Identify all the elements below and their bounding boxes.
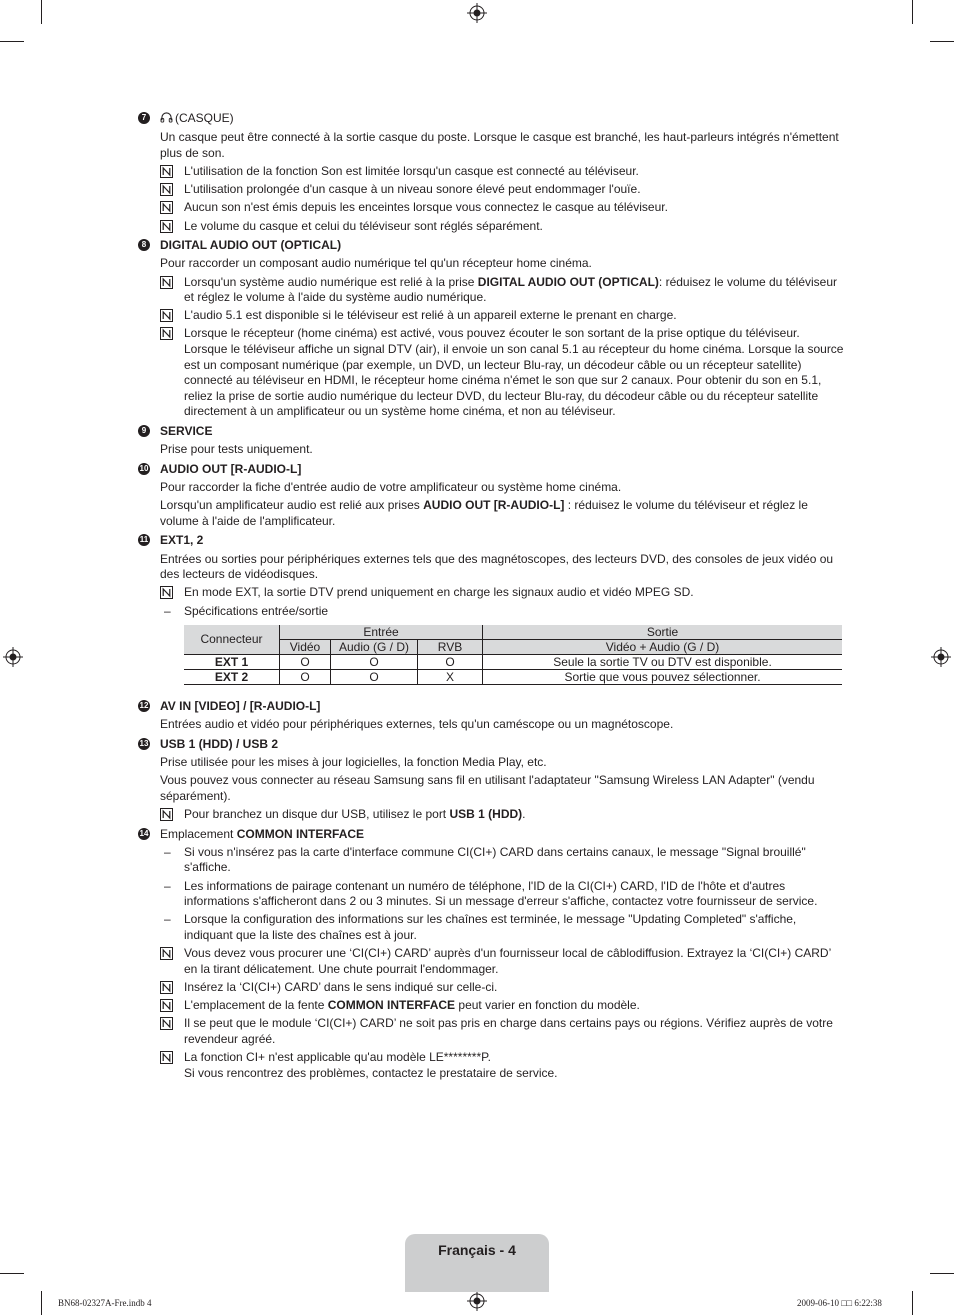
- dash-item: [160, 879, 844, 910]
- table-subheader-cell: Vidéo: [280, 640, 331, 655]
- paragraph: Pour raccorder la fiche d'entrée audio de votre amplificateur ou système home cinéma.: [160, 480, 622, 494]
- crop-mark: [912, 0, 913, 24]
- section-title-line: [160, 424, 844, 440]
- dash-item: [160, 604, 844, 620]
- table-row: [184, 670, 842, 685]
- section-number: 13: [139, 738, 149, 748]
- note-item: [160, 326, 844, 420]
- note-item: [160, 219, 844, 235]
- note-icon: [160, 1051, 173, 1064]
- section-number: 9: [138, 425, 150, 437]
- section-14: [138, 827, 844, 1082]
- table-subheader-cell: Audio (G / D): [331, 640, 418, 655]
- note-text: Aucun son n'est émis depuis les enceintes lorsque vous connectez le casque au téléviseur.: [184, 200, 668, 215]
- note-item: [160, 275, 844, 306]
- note-text: Lorsque le récepteur (home cinéma) est activé, vous pouvez écouter le son sortant de la prise optique du téléviseur. Lorsque le téléviseur affiche un signal DTV (air), il envoie un son canal 5.1 au récepteur du home cinéma. Lorsque la source est un composant numérique (par exemple, un DVD, un lecteur Blu-ray, un décodeur câble ou un récepteur satellite) connecté au téléviseur en HDMI, le récepteur home cinéma n'émet le son que sur 2 canaux. Pour obtenir du son en 5.1, reliez la prise de sortie audio numérique du lecteur DVD, du lecteur Blu-ray, du décodeur câble ou du récepteur satellite directement à un amplificateur ou un système home cinéma, et non au téléviseur.: [184, 326, 844, 419]
- document-body: [138, 111, 844, 1085]
- note-text: En mode EXT, la sortie DTV prend uniquement en charge les signaux audio et vidéo MPEG SD.: [184, 585, 694, 600]
- dash-mark: –: [164, 603, 171, 618]
- note-text: L'utilisation de la fonction Son est limitée lorsqu'un casque est connecté au téléviseur.: [184, 163, 639, 178]
- note-icon: [160, 1017, 173, 1030]
- note-item: [160, 200, 844, 216]
- section-10: [138, 462, 844, 530]
- dash-item: [160, 912, 844, 943]
- note-text: La fonction CI+ n'est applicable qu'au modèle LE********P.: [184, 1050, 491, 1065]
- note-icon: [160, 183, 173, 196]
- section-title: SERVICE: [160, 424, 213, 439]
- table-row: [184, 655, 842, 670]
- section-number: 12: [139, 701, 149, 711]
- page-number-tab: [405, 1234, 549, 1292]
- note-text: peut varier en fonction du modèle.: [455, 998, 640, 1013]
- paragraph: Prise pour tests uniquement.: [160, 442, 313, 457]
- note-item: [160, 182, 844, 198]
- note-icon: [160, 201, 173, 214]
- note-text-bold: COMMON INTERFACE: [327, 998, 456, 1013]
- note-item: [160, 1050, 844, 1081]
- section-7: [138, 111, 844, 234]
- dash-text: Lorsque la configuration des informations sur les chaînes est terminée, le message "Updating Completed" s'affiche, indiquant que la liste des chaînes est à jour.: [184, 912, 797, 942]
- note-item: [160, 998, 844, 1014]
- section-title-line: [160, 462, 844, 478]
- table-cell: O: [280, 655, 331, 670]
- table-header-entree: Entrée: [280, 625, 483, 640]
- section-title: USB 1 (HDD) / USB 2: [160, 736, 279, 751]
- paragraph: Entrées audio et vidéo pour périphériques externes, tels qu'un caméscope ou un magnétoscope.: [160, 717, 674, 732]
- table-header-row: [184, 625, 842, 640]
- section-title-line: [160, 737, 844, 753]
- page-number: Français - 4: [438, 1242, 516, 1258]
- dash-text: Si vous n'insérez pas la carte d'interface commune CI(CI+) CARD dans certains canaux, le message "Signal brouillé" s'affiche.: [184, 844, 806, 875]
- table-cell: X: [418, 670, 483, 685]
- section-title: EXT1, 2: [160, 533, 204, 548]
- dash-item: [160, 845, 844, 876]
- section-title: AV IN [VIDEO] / [R-AUDIO-L]: [160, 699, 321, 714]
- note-text: Lorsqu'un amplificateur audio est relié aux prises: [160, 498, 424, 513]
- note-icon: [160, 309, 173, 322]
- note-text: Pour branchez un disque dur USB, utilisez le port: [184, 807, 450, 822]
- crop-mark: [930, 1273, 954, 1274]
- note-item: [160, 308, 844, 324]
- dash-text: Spécifications entrée/sortie: [184, 603, 329, 618]
- note-icon: [160, 999, 173, 1012]
- section-title-line: [160, 699, 844, 715]
- table-cell: EXT 1: [184, 655, 280, 670]
- dash-mark: –: [164, 912, 171, 927]
- section-number: 10: [139, 463, 149, 473]
- paragraph: Vous pouvez vous connecter au réseau Samsung sans fil en utilisant l'adaptateur "Samsung Wireless LAN Adapter" (vendu séparément).: [160, 773, 815, 803]
- note-text: L'utilisation prolongée d'un casque à un niveau sonore élevé peut endommager l'ouïe.: [184, 182, 641, 197]
- section-8: [138, 238, 844, 420]
- note-icon: [160, 220, 173, 233]
- crop-mark: [930, 41, 954, 42]
- note-icon: [160, 165, 173, 178]
- note-text: Il se peut que le module ‘CI(CI+) CARD’ ne soit pas pris en charge dans certains pays ou régions. Vérifiez auprès de votre revendeur agréé.: [184, 1016, 833, 1046]
- note-text-bold: AUDIO OUT [R-AUDIO-L]: [423, 498, 565, 513]
- dash-text: Les informations de pairage contenant un numéro de téléphone, l'ID de la CI(CI+) CARD, l'ID de l'hôte et d'autres informations s'afficheront dans 2 ou 3 minutes. Si un message d'erreur s'affiche, contactez votre fournisseur de service.: [184, 878, 818, 909]
- section-title-line: [160, 238, 844, 254]
- section-title: AUDIO OUT [R-AUDIO-L]: [160, 461, 302, 476]
- table-cell: O: [331, 670, 418, 685]
- crop-mark: [912, 1291, 913, 1315]
- note-icon: [160, 808, 173, 821]
- note-icon: [160, 327, 173, 340]
- note-item: [160, 164, 844, 180]
- crop-mark: [41, 1291, 42, 1315]
- table-cell: O: [418, 655, 483, 670]
- note-text: .: [522, 807, 526, 822]
- section-11: [138, 533, 844, 685]
- print-timestamp: 2009-06-10 □□ 6:22:38: [797, 1298, 882, 1308]
- note-text: L'emplacement de la fente: [184, 998, 328, 1013]
- table-header-sortie: Sortie: [483, 625, 843, 640]
- section-13: [138, 737, 844, 823]
- note-text: Vous devez vous procurer une ‘CI(CI+) CARD’ auprès d'un fournisseur local de câblodiffusion. Extrayez la ‘CI(CI+) CARD’ en la tirant délicatement. Une chute pourrait l'endommager.: [184, 946, 831, 976]
- table-header-connecteur: Connecteur: [184, 625, 280, 655]
- note-text: Insérez la ‘CI(CI+) CARD’ dans le sens indiqué sur celle-ci.: [184, 979, 498, 994]
- paragraph: Entrées ou sorties pour périphériques externes tels que des magnétoscopes, des lecteurs DVD, des consoles de jeux vidéo ou des lecteurs de vidéodisques.: [160, 551, 834, 582]
- note-text: Si vous rencontrez des problèmes, contactez le prestataire de service.: [184, 1065, 558, 1080]
- note-text: Lorsqu'un système audio numérique est relié à la prise: [184, 274, 478, 289]
- note-text: L'audio 5.1 est disponible si le téléviseur est relié à un appareil externe le prenant en charge.: [184, 308, 677, 323]
- section-9: [138, 424, 844, 458]
- headphone-icon: [160, 112, 173, 128]
- io-spec-table: [184, 625, 842, 685]
- table-cell: O: [280, 670, 331, 685]
- section-number: 11: [139, 535, 149, 545]
- note-text-bold: USB 1 (HDD): [449, 807, 523, 822]
- section-number: 8: [138, 239, 150, 251]
- note-item: [160, 980, 844, 996]
- registration-mark-icon: [467, 3, 487, 23]
- section-title: COMMON INTERFACE: [236, 826, 365, 841]
- paragraph: Pour raccorder un composant audio numérique tel qu'un récepteur home cinéma.: [160, 256, 592, 271]
- section-title-line: [160, 533, 844, 549]
- table-cell: EXT 2: [184, 670, 280, 685]
- note-icon: [160, 586, 173, 599]
- note-item: [160, 1016, 844, 1047]
- note-text: : réduisez le volume du téléviseur et réglez le volume à l'aide de l'amplificateur.: [160, 498, 808, 528]
- section-title: DIGITAL AUDIO OUT (OPTICAL): [160, 238, 342, 253]
- table-subheader-cell: Vidéo + Audio (G / D): [483, 640, 843, 655]
- table-cell: Seule la sortie TV ou DTV est disponible.: [483, 655, 843, 670]
- dash-mark: –: [164, 878, 171, 893]
- registration-mark-icon: [931, 647, 951, 667]
- note-text: Le volume du casque et celui du téléviseur sont réglés séparément.: [184, 218, 543, 233]
- note-item: [160, 807, 844, 823]
- crop-mark: [0, 1273, 24, 1274]
- note-text: : réduisez le volume du téléviseur et réglez le volume à l'aide du système audio numérique.: [184, 274, 837, 305]
- section-number: 14: [139, 828, 149, 838]
- paragraph: Un casque peut être connecté à la sortie casque du poste. Lorsque le casque est branché, les haut-parleurs intégrés n'émettent plus de son.: [160, 130, 839, 160]
- table-subheader-row: [184, 640, 842, 655]
- note-text-bold: DIGITAL AUDIO OUT (OPTICAL): [477, 274, 659, 289]
- crop-mark: [41, 0, 42, 24]
- note-icon: [160, 981, 173, 994]
- note-item: [160, 946, 844, 977]
- section-title: (CASQUE): [175, 111, 234, 125]
- section-title-prefix: Emplacement: [160, 826, 237, 841]
- section-12: [138, 699, 844, 733]
- paragraph: [160, 498, 844, 529]
- file-name: BN68-02327A-Fre.indb 4: [58, 1298, 152, 1308]
- note-item: [160, 585, 844, 601]
- paragraph: Prise utilisée pour les mises à jour logicielles, la fonction Media Play, etc.: [160, 755, 547, 770]
- section-title-line: [160, 111, 844, 128]
- registration-mark-icon: [467, 1291, 487, 1311]
- table-subheader-cell: RVB: [418, 640, 483, 655]
- note-icon: [160, 276, 173, 289]
- section-number: 7: [138, 112, 150, 124]
- registration-mark-icon: [3, 647, 23, 667]
- table-cell: Sortie que vous pouvez sélectionner.: [483, 670, 843, 685]
- note-icon: [160, 947, 173, 960]
- table-cell: O: [331, 655, 418, 670]
- crop-mark: [0, 41, 24, 42]
- section-title-line: [160, 827, 844, 843]
- dash-mark: –: [164, 844, 171, 859]
